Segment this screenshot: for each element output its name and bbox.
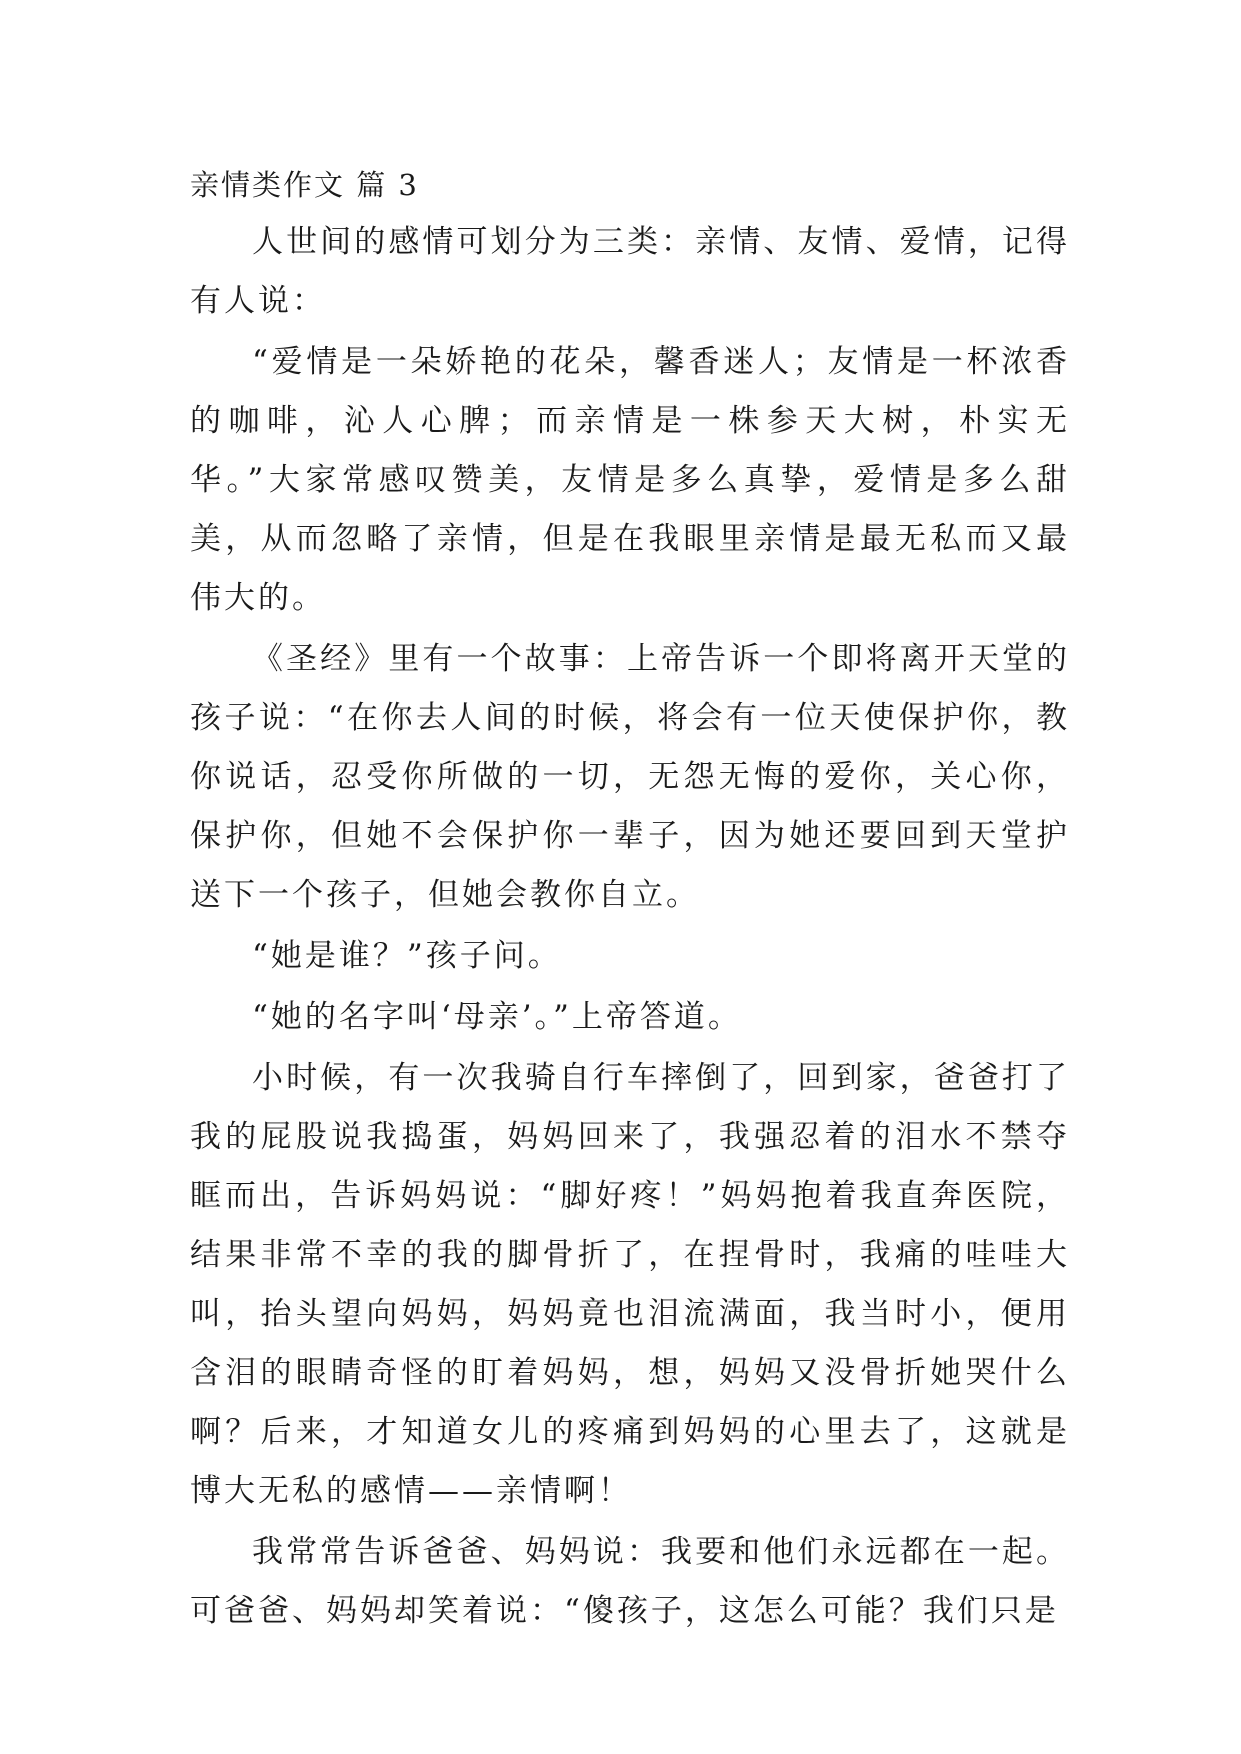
paragraph-7: 我常常告诉爸爸、妈妈说：我要和他们永远都在一起。可爸爸、妈妈却笑着说：“傻孩子，这怎么可能？我们只是 [190, 1534, 1070, 1629]
paragraph-6: 小时候，有一次我骑自行车摔倒了，回到家，爸爸打了我的屁股说我捣蛋，妈妈回来了，我强忍着的泪水不禁夺眶而出，告诉妈妈说：“脚好疼！”妈妈抱着我直奔医院，结果非常不幸的我的脚骨折了，在捏骨时，我痛的哇哇大叫，抬头望向妈妈，妈妈竟也泪流满面，我当时小，便用含泪的眼睛奇怪的盯着妈妈，想，妈妈又没骨折她哭什么啊？后来，才知道女儿的疼痛到妈妈的心里去了，这就是博大无私的感情——亲情啊！ [190, 1060, 1070, 1509]
paragraph-1: 人世间的感情可划分为三类：亲情、友情、爱情，记得有人说： [190, 224, 1070, 319]
paragraph-2: “爱情是一朵娇艳的花朵，馨香迷人；友情是一杯浓香的咖啡，沁人心脾；而亲情是一株参天大树，朴实无华。”大家常感叹赞美，友情是多么真挚，爱情是多么甜美，从而忽略了亲情，但是在我眼里亲情是最无私而又最伟大的。 [190, 344, 1070, 616]
paragraph-3: 《圣经》里有一个故事：上帝告诉一个即将离开天堂的孩子说：“在你去人间的时候，将会有一位天使保护你，教你说话，忍受你所做的一切，无怨无悔的爱你，关心你，保护你，但她不会保护你一辈子，因为她还要回到天堂护送下一个孩子，但她会教你自立。 [190, 641, 1070, 913]
paragraph-5: “她的名字叫‘母亲’。”上帝答道。 [252, 999, 742, 1035]
document-page [190, 165, 1070, 1641]
document-title: 亲情类作文 篇 3 [190, 168, 419, 202]
paragraph-4: “她是谁？”孩子问。 [252, 938, 562, 974]
